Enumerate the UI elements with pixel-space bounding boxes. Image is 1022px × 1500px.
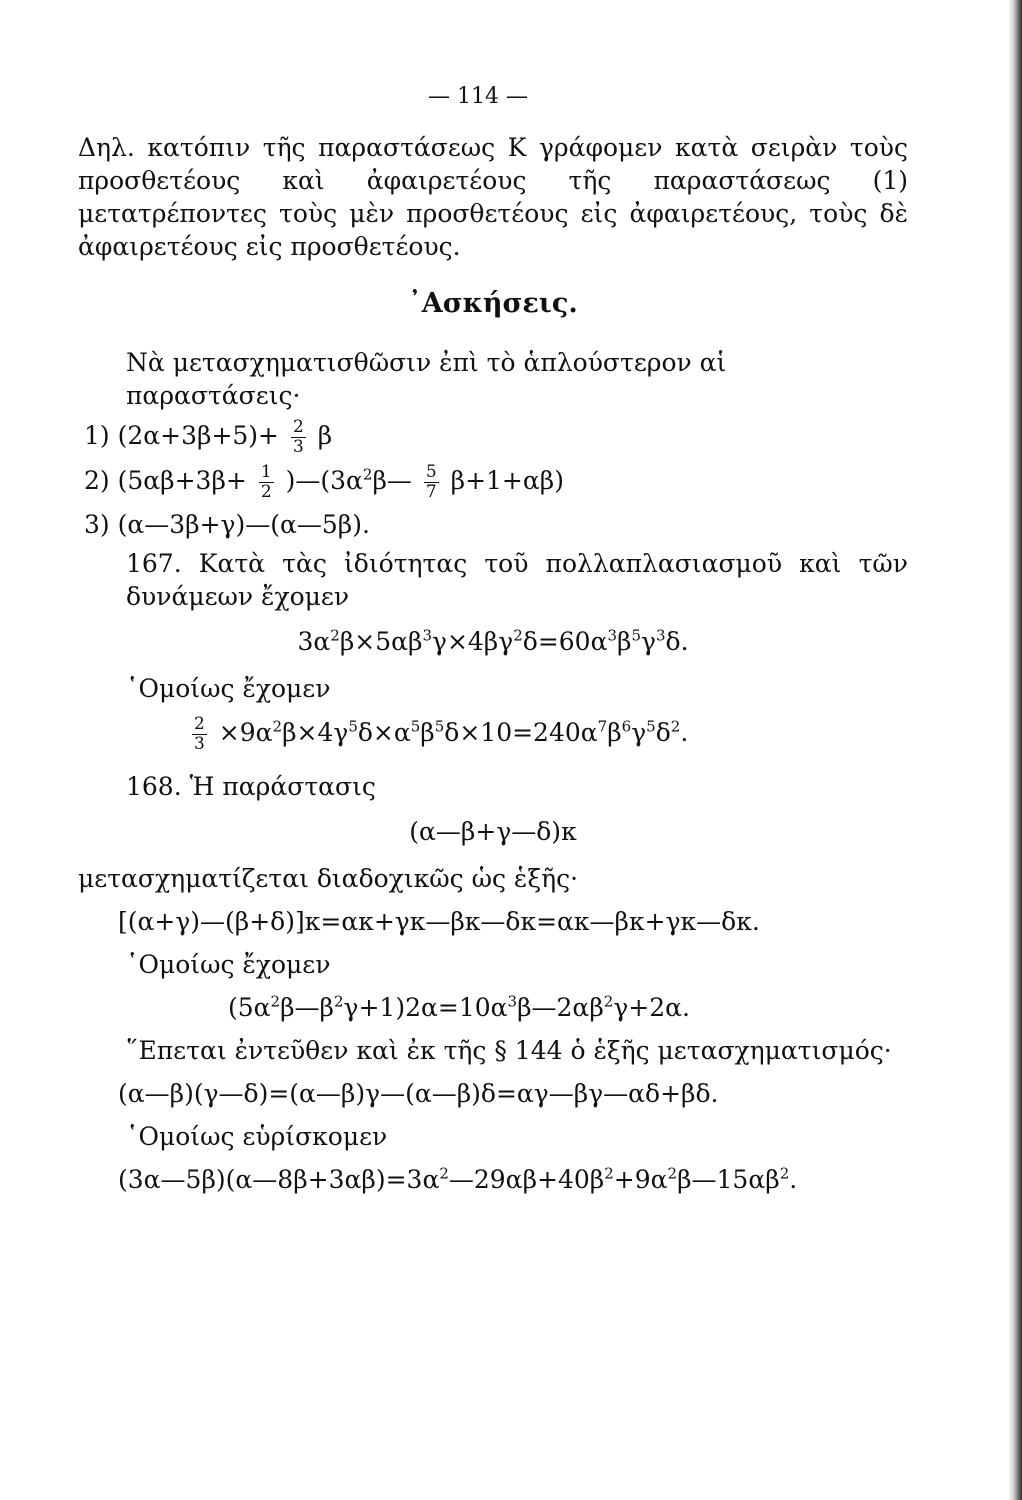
fraction: $\frac{5}{7}$ xyxy=(425,462,437,502)
section-168-equation-2: $(5\alpha^2\beta—\beta^2\gamma+1)2\alpha=10\alpha^3\beta—2\alpha\beta^2\gamma+2\alpha$. xyxy=(228,992,690,1022)
section-167-equation-1: $3\alpha^2\beta\times 5\alpha\beta^3\gamma\times 4\beta\gamma^2\delta=60\alpha^3\beta^5\gamma^3\delta$. xyxy=(297,626,689,656)
exercises-heading: ᾿Ασκήσεις. xyxy=(408,288,578,319)
exercise-1: 1) (2α+3β+5)+ $\frac{2}{3}$ β xyxy=(84,417,333,457)
similarly-text-3: ῾Ομοίως εὑρίσκομεν xyxy=(126,1122,388,1151)
page-number: — 114 — xyxy=(428,84,528,109)
section-168-equation-1: [(α+γ)—(β+δ)]κ=ακ+γκ—βκ—δκ=ακ—βκ+γκ—δκ. xyxy=(118,907,760,936)
similarly-text-1: ῾Ομοίως ἔχομεν xyxy=(126,674,331,703)
fraction: $\frac{2}{3}$ xyxy=(194,714,205,754)
fraction: $\frac{2}{3}$ xyxy=(292,417,304,457)
page-edge-shadow xyxy=(1008,0,1022,1500)
section-167-equation-2: $\frac{2}{3}$ $\times 9\alpha^2\beta\times 4\gamma^5\delta\times\alpha^5\beta^5\delta\times 10=240\alpha^7\beta^6\gamma^5\delta^2$. xyxy=(194,714,689,754)
intro-paragraph: Δηλ. κατόπιν τῆς παραστάσεως Κ γράφομεν κατὰ σειρὰν τοὺς προσθετέους καὶ ἀφαιρετέους τῆς παραστάσεως (1) μετατρέποντες τοὺς μὲν προσθετέους εἰς ἀφαιρετέους, τοὺς δὲ ἀφαιρετέους εἰς προσθετέους. xyxy=(78,133,908,261)
follows-text: ῞Επεται ἐντεῦθεν καὶ ἐκ τῆς § 144 ὁ ἑξῆς μετασχηματισμός· xyxy=(126,1036,892,1065)
section-167-text: 167. Κατὰ τὰς ἰδιότητας τοῦ πολλαπλασιασμοῦ καὶ τῶν δυνάμεων ἔχομεν xyxy=(126,549,908,611)
exercises-intro: Νὰ μετασχηματισθῶσιν ἐπὶ τὸ ἁπλούστερον αἱ παραστάσεις· xyxy=(126,348,727,410)
exercise-2: 2) (5αβ+3β+ $\frac{1}{2}$ )$—(3\alpha^2\beta—$ $\frac{5}{7}$ β+1+αβ) xyxy=(84,462,564,502)
book-page xyxy=(78,80,908,1206)
section-168-text: 168. Ἡ παράστασις xyxy=(126,772,376,801)
fraction: $\frac{1}{2}$ xyxy=(260,462,272,502)
section-168-equation-3: (α—β)(γ—δ)=(α—β)γ—(α—β)δ=αγ—βγ—αδ+βδ. xyxy=(118,1079,719,1108)
transform-text: μετασχηματίζεται διαδοχικῶς ὡς ἑξῆς· xyxy=(78,864,579,893)
section-168-expression: (α—β+γ—δ)κ xyxy=(409,817,577,846)
section-168-equation-4: $(3\alpha—5\beta)(\alpha—8\beta+3\alpha\beta)=3\alpha^2—29\alpha\beta+40\beta^2+9\alpha^2\beta—15\alpha\beta^2$. xyxy=(118,1164,798,1194)
similarly-text-2: ῾Ομοίως ἔχομεν xyxy=(126,950,331,979)
exercise-3: 3) (α—3β+γ)—(α—5β). xyxy=(84,510,370,539)
